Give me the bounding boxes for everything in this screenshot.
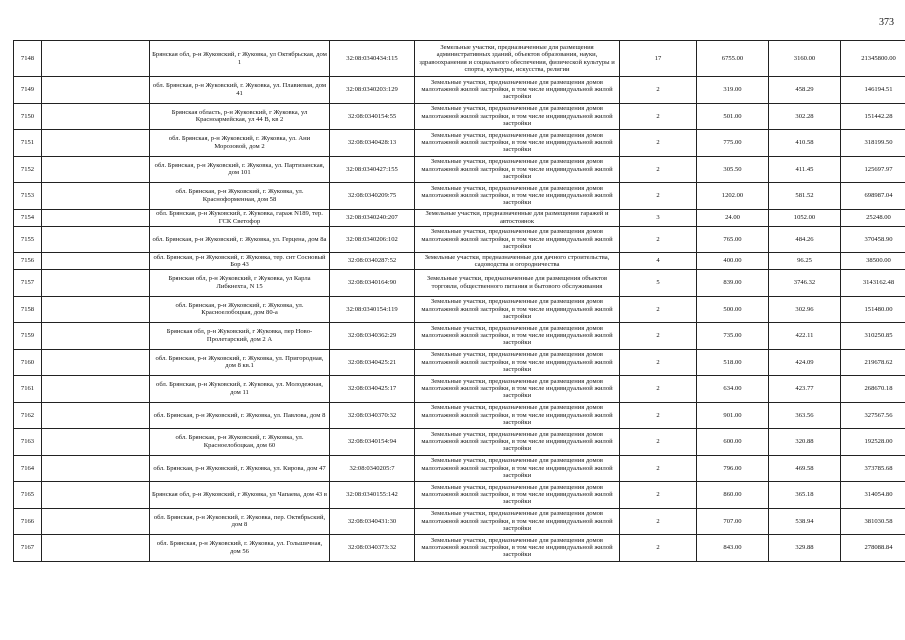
land-use-cell: Земельные участки, предназначенные для размещения домов малоэтажной жилой застройки, в том числе индивидуальной жилой застройки: [415, 349, 620, 376]
address-cell: обл. Брянская, р-н Жуковский, г. Жуковка, ул. Пригородная, дом 8 кв.1: [150, 349, 330, 376]
area-cell: 6755.00: [697, 41, 769, 77]
cadastral-value-cell: 373785.68: [841, 455, 905, 482]
unit-value-cell: 363.56: [769, 402, 841, 429]
row-number-cell: 7160: [14, 349, 42, 376]
area-cell: 860.00: [697, 482, 769, 509]
unit-value-cell: 410.58: [769, 130, 841, 157]
cadastral-number-cell: 32:08:0340434:115: [330, 41, 415, 77]
land-use-cell: Земельные участки, предназначенные для размещения домов малоэтажной жилой застройки, в том числе индивидуальной жилой застройки: [415, 130, 620, 157]
area-cell: 634.00: [697, 376, 769, 403]
group-cell: 2: [620, 349, 697, 376]
cadastral-value-cell: 25248.00: [841, 209, 905, 226]
table-row: [14, 156, 905, 183]
cadastral-value-cell: 370458.90: [841, 226, 905, 253]
table-row: [14, 482, 905, 509]
land-plot-table: [13, 40, 905, 562]
unit-value-cell: 538.94: [769, 508, 841, 535]
cadastral-number-cell: 32:08:0340205:7: [330, 455, 415, 482]
table-row: [14, 296, 905, 323]
group-cell: 2: [620, 508, 697, 535]
row-number-cell: 7154: [14, 209, 42, 226]
land-use-cell: Земельные участки, предназначенные для размещения домов малоэтажной жилой застройки, в том числе индивидуальной жилой застройки: [415, 103, 620, 130]
blank-cell: [42, 429, 150, 456]
table-row: [14, 455, 905, 482]
cadastral-value-cell: 327567.56: [841, 402, 905, 429]
unit-value-cell: 1052.00: [769, 209, 841, 226]
table-row: [14, 226, 905, 253]
land-use-cell: Земельные участки, предназначенные для размещения домов малоэтажной жилой застройки, в том числе индивидуальной жилой застройки: [415, 508, 620, 535]
address-cell: обл. Брянская, р-н Жуковский, г. Жуковка, ул. Красноелобоцкая, дом 60: [150, 429, 330, 456]
blank-cell: [42, 482, 150, 509]
land-use-cell: Земельные участки, предназначенные для размещения домов малоэтажной жилой застройки, в том числе индивидуальной жилой застройки: [415, 156, 620, 183]
cadastral-number-cell: 32:08:0340362:29: [330, 323, 415, 350]
cadastral-value-cell: 314054.80: [841, 482, 905, 509]
cadastral-number-cell: 32:08:0340209:75: [330, 183, 415, 210]
unit-value-cell: 96.25: [769, 253, 841, 270]
row-number-cell: 7166: [14, 508, 42, 535]
cadastral-value-cell: 38500.00: [841, 253, 905, 270]
unit-value-cell: 423.77: [769, 376, 841, 403]
land-use-cell: Земельные участки, предназначенные для размещения домов малоэтажной жилой застройки, в том числе индивидуальной жилой застройки: [415, 482, 620, 509]
area-cell: 518.00: [697, 349, 769, 376]
group-cell: 4: [620, 253, 697, 270]
table-row: [14, 103, 905, 130]
blank-cell: [42, 183, 150, 210]
area-cell: 839.00: [697, 270, 769, 297]
address-cell: обл. Брянская, р-н Жуковский, г. Жуковка, ул. Ани Морозовой, дом 2: [150, 130, 330, 157]
cadastral-value-cell: 151442.28: [841, 103, 905, 130]
area-cell: 765.00: [697, 226, 769, 253]
table-row: [14, 535, 905, 562]
row-number-cell: 7148: [14, 41, 42, 77]
cadastral-number-cell: 32:08:0340373:32: [330, 535, 415, 562]
table-row: [14, 41, 905, 77]
table-row: [14, 429, 905, 456]
group-cell: 3: [620, 209, 697, 226]
blank-cell: [42, 226, 150, 253]
cadastral-value-cell: 219678.62: [841, 349, 905, 376]
unit-value-cell: 581.52: [769, 183, 841, 210]
group-cell: 17: [620, 41, 697, 77]
cadastral-value-cell: 192528.00: [841, 429, 905, 456]
address-cell: обл. Брянская, р-н Жуковский, г. Жуковка, ул. Красноелобоцкая, дом 80-а: [150, 296, 330, 323]
land-use-cell: Земельные участки, предназначенные для размещения домов малоэтажной жилой застройки, в том числе индивидуальной жилой застройки: [415, 402, 620, 429]
blank-cell: [42, 41, 150, 77]
cadastral-value-cell: 125697.97: [841, 156, 905, 183]
unit-value-cell: 424.09: [769, 349, 841, 376]
cadastral-number-cell: 32:08:0340427:155: [330, 156, 415, 183]
blank-cell: [42, 253, 150, 270]
land-use-cell: Земельные участки, предназначенные для размещения домов малоэтажной жилой застройки, в том числе индивидуальной жилой застройки: [415, 77, 620, 104]
area-cell: 1202.00: [697, 183, 769, 210]
cadastral-value-cell: 3143162.48: [841, 270, 905, 297]
blank-cell: [42, 323, 150, 350]
address-cell: Брянская обл, р-н Жуковский, г Жуковка, ул Карла Либкнехта, N 15: [150, 270, 330, 297]
blank-cell: [42, 349, 150, 376]
row-number-cell: 7164: [14, 455, 42, 482]
cadastral-value-cell: 151480.00: [841, 296, 905, 323]
group-cell: 2: [620, 482, 697, 509]
blank-cell: [42, 508, 150, 535]
row-number-cell: 7150: [14, 103, 42, 130]
unit-value-cell: 411.45: [769, 156, 841, 183]
unit-value-cell: 302.96: [769, 296, 841, 323]
unit-value-cell: 469.58: [769, 455, 841, 482]
table-row: [14, 130, 905, 157]
address-cell: обл. Брянская, р-н Жуковский, г. Жуковка, ул. Герцена, дом 8а: [150, 226, 330, 253]
cadastral-value-cell: 318199.50: [841, 130, 905, 157]
land-use-cell: Земельные участки, предназначенные для размещения гаражей и автостоянок: [415, 209, 620, 226]
row-number-cell: 7159: [14, 323, 42, 350]
land-use-cell: Земельные участки, предназначенные для размещения домов малоэтажной жилой застройки, в том числе индивидуальной жилой застройки: [415, 226, 620, 253]
cadastral-number-cell: 32:08:0340155:142: [330, 482, 415, 509]
row-number-cell: 7161: [14, 376, 42, 403]
group-cell: 2: [620, 429, 697, 456]
table-body: [14, 41, 905, 562]
area-cell: 901.00: [697, 402, 769, 429]
cadastral-number-cell: 32:08:0340164:90: [330, 270, 415, 297]
address-cell: обл. Брянская, р-н Жуковский, г. Жуковка, ул. Красноформенная, дом 58: [150, 183, 330, 210]
cadastral-number-cell: 32:08:0340287:52: [330, 253, 415, 270]
area-cell: 707.00: [697, 508, 769, 535]
unit-value-cell: 365.18: [769, 482, 841, 509]
cadastral-number-cell: 32:08:0340154:94: [330, 429, 415, 456]
address-cell: Брянская обл, р-н Жуковский, г Жуковка, ул Октябрьская, дом 1: [150, 41, 330, 77]
address-cell: обл. Брянская, р-н Жуковский, г. Жуковка, ул. Кирова, дом 47: [150, 455, 330, 482]
group-cell: 2: [620, 296, 697, 323]
area-cell: 843.00: [697, 535, 769, 562]
row-number-cell: 7152: [14, 156, 42, 183]
blank-cell: [42, 270, 150, 297]
area-cell: 24.00: [697, 209, 769, 226]
blank-cell: [42, 209, 150, 226]
address-cell: обл. Брянская, р-н Жуковский, г. Жуковка, ул. Молодежная, дом 11: [150, 376, 330, 403]
row-number-cell: 7156: [14, 253, 42, 270]
group-cell: 2: [620, 402, 697, 429]
land-use-cell: Земельные участки, предназначенные для размещения административных зданий, объектов образования, науки, здравоохранения и социального обеспечения, физической культуры и спорта, культуры, искусства, религии: [415, 41, 620, 77]
table-row: [14, 209, 905, 226]
unit-value-cell: 458.29: [769, 77, 841, 104]
unit-value-cell: 3746.32: [769, 270, 841, 297]
table-row: [14, 323, 905, 350]
land-use-cell: Земельные участки, предназначенные для размещения домов малоэтажной жилой застройки, в том числе индивидуальной жилой застройки: [415, 323, 620, 350]
unit-value-cell: 302.28: [769, 103, 841, 130]
group-cell: 2: [620, 226, 697, 253]
blank-cell: [42, 103, 150, 130]
row-number-cell: 7155: [14, 226, 42, 253]
area-cell: 501.00: [697, 103, 769, 130]
blank-cell: [42, 77, 150, 104]
cadastral-value-cell: 381030.58: [841, 508, 905, 535]
area-cell: 600.00: [697, 429, 769, 456]
group-cell: 5: [620, 270, 697, 297]
cadastral-number-cell: 32:08:0340154:119: [330, 296, 415, 323]
address-cell: обл. Брянская, р-н Жуковский, г. Жуковка, ул. Партизанская, дом 101: [150, 156, 330, 183]
cadastral-number-cell: 32:08:0340425:21: [330, 349, 415, 376]
land-use-cell: Земельные участки, предназначенные для размещения домов малоэтажной жилой застройки, в том числе индивидуальной жилой застройки: [415, 296, 620, 323]
group-cell: 2: [620, 103, 697, 130]
area-cell: 319.00: [697, 77, 769, 104]
address-cell: Брянская обл, р-н Жуковский, г Жуковка, пер Ново-Пролетарский, дом 2 А: [150, 323, 330, 350]
row-number-cell: 7162: [14, 402, 42, 429]
blank-cell: [42, 402, 150, 429]
cadastral-number-cell: 32:08:0340154:55: [330, 103, 415, 130]
table-row: [14, 253, 905, 270]
blank-cell: [42, 130, 150, 157]
area-cell: 775.00: [697, 130, 769, 157]
address-cell: обл. Брянская, р-н Жуковский, г. Жуковка, гараж N189, тер. ГСК Светофор: [150, 209, 330, 226]
cadastral-number-cell: 32:08:0340431:30: [330, 508, 415, 535]
cadastral-number-cell: 32:08:0340370:32: [330, 402, 415, 429]
unit-value-cell: 3160.00: [769, 41, 841, 77]
cadastral-value-cell: 698987.04: [841, 183, 905, 210]
land-use-cell: Земельные участки, предназначенные для размещения домов малоэтажной жилой застройки, в том числе индивидуальной жилой застройки: [415, 535, 620, 562]
row-number-cell: 7165: [14, 482, 42, 509]
table-row: [14, 376, 905, 403]
group-cell: 2: [620, 376, 697, 403]
table-row: [14, 402, 905, 429]
table-row: [14, 508, 905, 535]
cadastral-number-cell: 32:08:0340428:13: [330, 130, 415, 157]
row-number-cell: 7151: [14, 130, 42, 157]
table-row: [14, 349, 905, 376]
address-cell: обл. Брянская, р-н Жуковский, г. Жуковка, ул. Гольшичная, дом 56: [150, 535, 330, 562]
blank-cell: [42, 156, 150, 183]
land-use-cell: Земельные участки, предназначенные для размещения домов малоэтажной жилой застройки, в том числе индивидуальной жилой застройки: [415, 183, 620, 210]
table-row: [14, 270, 905, 297]
address-cell: обл. Брянская, р-н Жуковский, г. Жуковка, ул. Плавиевая, дом 41: [150, 77, 330, 104]
land-use-cell: Земельные участки, предназначенные для размещения объектов торговли, общественного питания и бытового обслуживания: [415, 270, 620, 297]
land-use-cell: Земельные участки, предназначенные для размещения домов малоэтажной жилой застройки, в том числе индивидуальной жилой застройки: [415, 376, 620, 403]
blank-cell: [42, 535, 150, 562]
group-cell: 2: [620, 455, 697, 482]
address-cell: обл. Брянская, р-н Жуковский, г. Жуковка, тер. снт Сосновый Бор 43: [150, 253, 330, 270]
row-number-cell: 7153: [14, 183, 42, 210]
address-cell: Брянская обл, р-н Жуковский, г Жуковка, ул Чапаева, дом 43 в: [150, 482, 330, 509]
land-use-cell: Земельные участки, предназначенные для размещения домов малоэтажной жилой застройки, в том числе индивидуальной жилой застройки: [415, 429, 620, 456]
cadastral-value-cell: 268670.18: [841, 376, 905, 403]
unit-value-cell: 484.26: [769, 226, 841, 253]
blank-cell: [42, 296, 150, 323]
row-number-cell: 7149: [14, 77, 42, 104]
group-cell: 2: [620, 323, 697, 350]
cadastral-number-cell: 32:08:0340203:129: [330, 77, 415, 104]
table-row: [14, 77, 905, 104]
row-number-cell: 7158: [14, 296, 42, 323]
area-cell: 500.00: [697, 296, 769, 323]
area-cell: 305.50: [697, 156, 769, 183]
unit-value-cell: 329.88: [769, 535, 841, 562]
area-cell: 400.00: [697, 253, 769, 270]
row-number-cell: 7163: [14, 429, 42, 456]
unit-value-cell: 422.11: [769, 323, 841, 350]
cadastral-value-cell: 310250.85: [841, 323, 905, 350]
land-use-cell: Земельные участки, предназначенные для дачного строительства, садоводства и огородничества: [415, 253, 620, 270]
group-cell: 2: [620, 183, 697, 210]
area-cell: 735.00: [697, 323, 769, 350]
group-cell: 2: [620, 535, 697, 562]
land-use-cell: Земельные участки, предназначенные для размещения домов малоэтажной жилой застройки, в том числе индивидуальной жилой застройки: [415, 455, 620, 482]
address-cell: обл. Брянская, р-н Жуковский, г. Жуковка, пер. Октябрьский, дом 8: [150, 508, 330, 535]
blank-cell: [42, 455, 150, 482]
address-cell: Брянская область, р-н Жуковский, г Жуковка, ул Красноармейская, ул 44 В, кв 2: [150, 103, 330, 130]
row-number-cell: 7167: [14, 535, 42, 562]
cadastral-value-cell: 146194.51: [841, 77, 905, 104]
cadastral-value-cell: 278088.84: [841, 535, 905, 562]
area-cell: 796.00: [697, 455, 769, 482]
group-cell: 2: [620, 77, 697, 104]
cadastral-value-cell: 21345800.00: [841, 41, 905, 77]
row-number-cell: 7157: [14, 270, 42, 297]
blank-cell: [42, 376, 150, 403]
group-cell: 2: [620, 130, 697, 157]
unit-value-cell: 320.88: [769, 429, 841, 456]
cadastral-number-cell: 32:08:0340425:17: [330, 376, 415, 403]
cadastral-number-cell: 32:08:0340206:102: [330, 226, 415, 253]
address-cell: обл. Брянская, р-н Жуковский, г. Жуковка, ул. Павлова, дом 8: [150, 402, 330, 429]
cadastral-number-cell: 32:08:0340240:207: [330, 209, 415, 226]
table-row: [14, 183, 905, 210]
page-number: 373: [879, 17, 894, 28]
group-cell: 2: [620, 156, 697, 183]
